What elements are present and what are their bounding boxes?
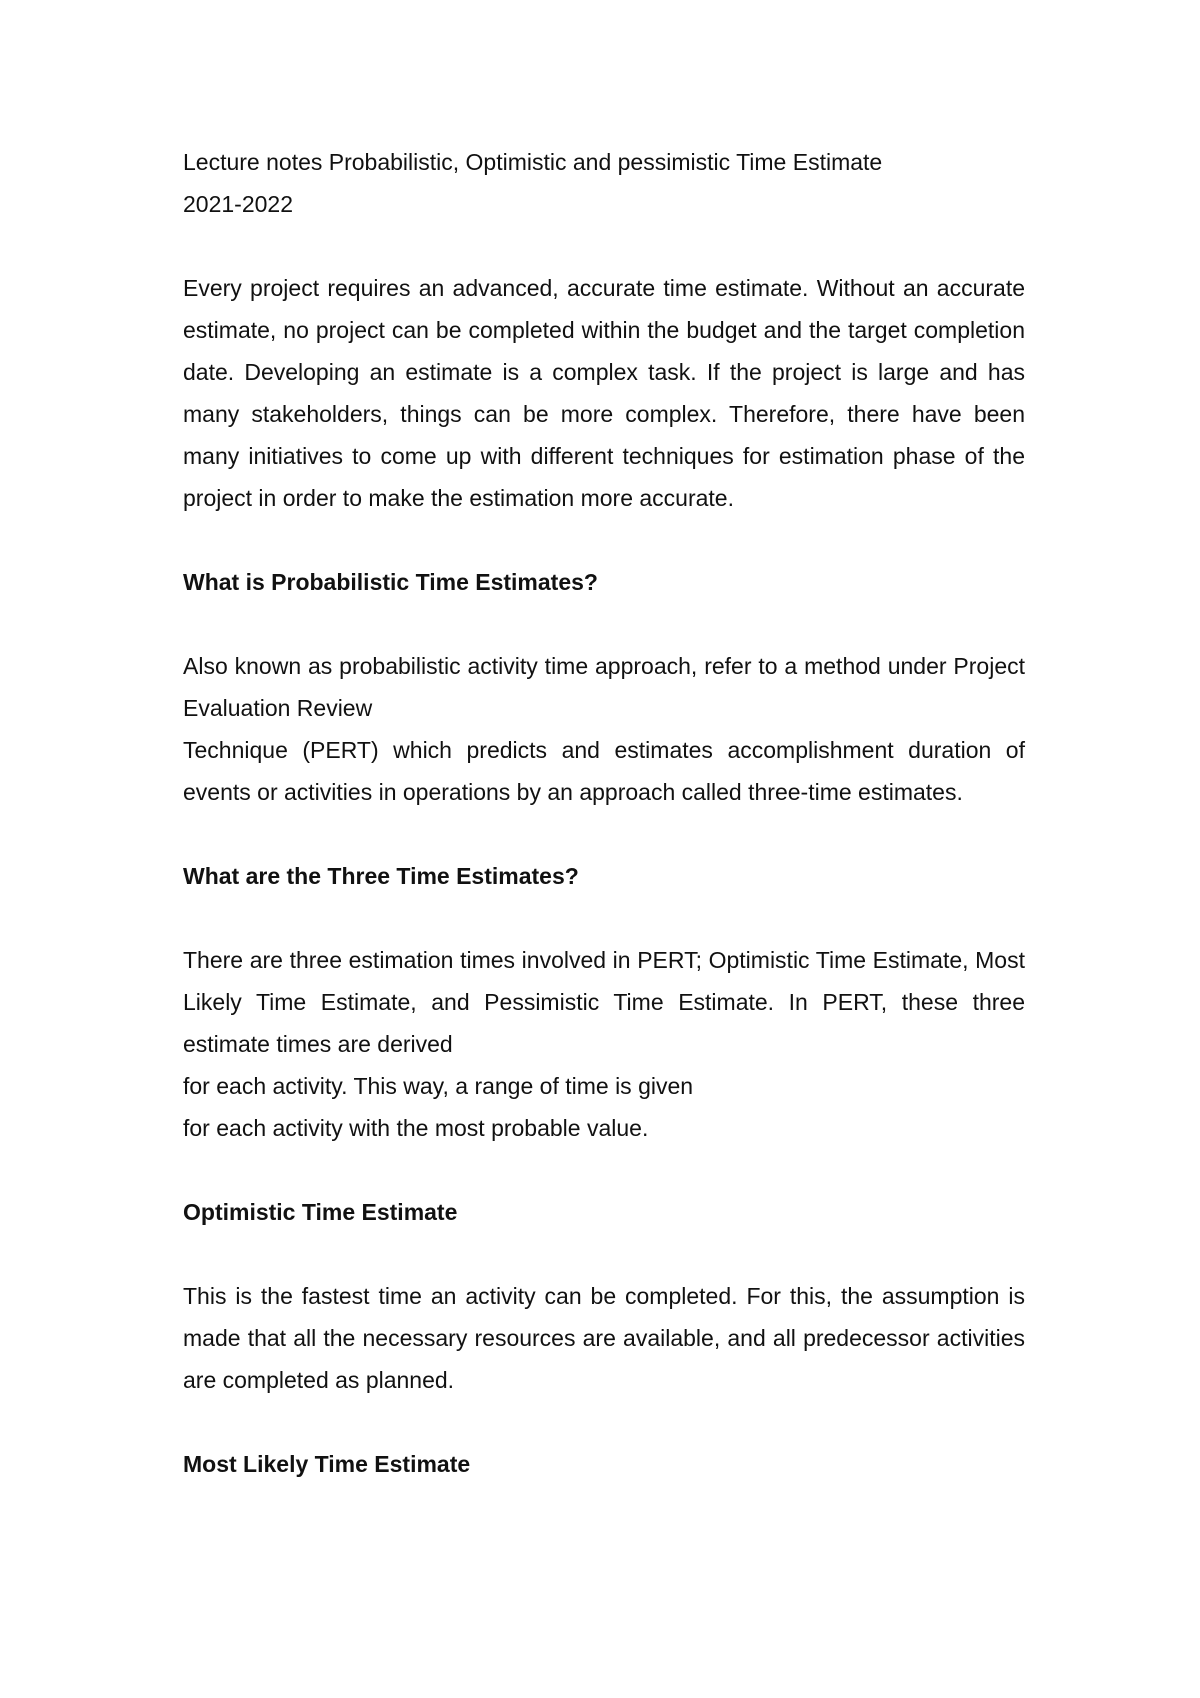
three-estimates-paragraph-part1: There are three estimation times involved in PERT; Optimistic Time Estimate, Most Likely Time Estimate, and Pessimistic Time Estimate. In PERT, these three estimate times are derived [183,947,1025,1057]
heading-most-likely-time-estimate: Most Likely Time Estimate [183,1451,471,1477]
document-page [183,141,1025,1485]
probabilistic-paragraph-part1: Also known as probabilistic activity time approach, refer to a method under Project Evaluation Review [183,653,1025,721]
intro-paragraph: Every project requires an advanced, accurate time estimate. Without an accurate estimate, no project can be completed within the budget and the target completion date. Developing an estimate is a complex task. If the project is large and has many stakeholders, things can be more complex. Therefore, there have been many initiatives to come up with different techniques for estimation phase of the project in order to make the estimation more accurate. [183,275,1025,511]
document-year: 2021-2022 [183,191,293,217]
heading-three-time-estimates: What are the Three Time Estimates? [183,863,579,889]
three-estimates-paragraph-part2: for each activity. This way, a range of time is given [183,1073,694,1099]
heading-probabilistic-time-estimates: What is Probabilistic Time Estimates? [183,569,598,595]
three-estimates-paragraph-part3: for each activity with the most probable value. [183,1115,649,1141]
document-title: Lecture notes Probabilistic, Optimistic and pessimistic Time Estimate [183,149,883,175]
probabilistic-paragraph-part2: Technique (PERT) which predicts and estimates accomplishment duration of events or activities in operations by an approach called three-time estimates. [183,737,1025,805]
optimistic-paragraph: This is the fastest time an activity can be completed. For this, the assumption is made that all the necessary resources are available, and all predecessor activities are completed as planned. [183,1283,1025,1393]
heading-optimistic-time-estimate: Optimistic Time Estimate [183,1199,458,1225]
